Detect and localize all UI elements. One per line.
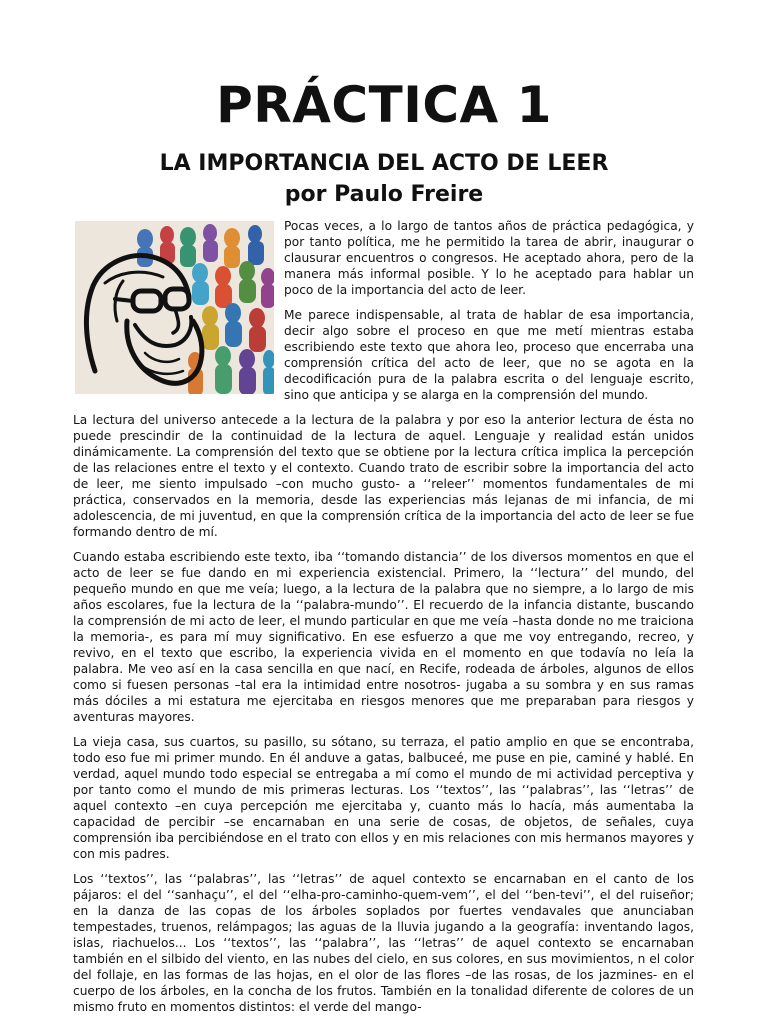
paragraph: Cuando estaba escribiendo este texto, iba ‘‘tomando distancia’’ de los diversos momentos en que el acto de leer se fue dando en mi experiencia existencial. Primero, la ‘‘lectura’’ del mundo, del pequeño mundo en que me veía; luego, a la lectura de la palabra que no siempre, a lo largo de mis años escolares, fue la lectura de la ‘‘palabra-mundo’’. El recuerdo de la infancia distante, buscando la comprensión de mi acto de leer, el mundo particular en que me veía –hasta donde no me traiciona la memoria-, es para mí muy significativo. En ese esfuerzo a que me voy entregando, recreo, y revivo, en el texto que escribo, la experiencia vivida en el momento en que todavía no leía la palabra. Me veo así en la casa sencilla en que nací, en Recife, rodeada de árboles, algunos de ellos como si fuesen personas –tal era la intimidad entre nosotros- jugaba a su sombra y en sus ramas más dóciles a mi estatura me ejercitaba en riesgos menores que me preparaban para riesgos y aventuras mayores. (73, 550, 694, 724)
document-subtitle (0, 148, 768, 210)
portrait-illustration-art (75, 221, 274, 394)
subtitle-line: LA IMPORTANCIA DEL ACTO DE LEER (159, 151, 609, 176)
paragraph: Me parece indispensable, al trata de hablar de esa importancia, decir algo sobre el proceso en que me metí mientras estaba escribiendo este texto que ahora leo, proceso que encerraba una comprensión crítica del acto de leer, que no se agota en la decodificación pura de la palabra escrita o del lenguaje escrito, sino que anticipa y se alarga en la comprensión del mundo. (284, 308, 694, 402)
paragraph: Pocas veces, a lo largo de tantos años de práctica pedagógica, y por tanto política, me he permitido la tarea de abrir, inaugurar o clausurar encuentros o congresos. He aceptado ahora, pero de la manera más informal posible. Y lo he aceptado para hablar un poco de la importancia del acto de leer. (284, 219, 694, 297)
intro-text-block (284, 218, 694, 412)
paragraph: La lectura del universo antecede a la lectura de la palabra y por eso la anterior lectura de ésta no puede prescindir de la continuidad de la lectura de aquel. Lenguaje y realidad están unidos dinámicamente. La comprensión del texto que se obtiene por la lectura crítica implica la percepción de las relaciones entre el texto y el contexto. Cuando trato de escribir sobre la importancia del acto de leer, me siento impulsado –con mucho gusto- a ‘‘releer’’ momentos fundamentales de mi práctica, conservados en la memoria, desde las experiencias más lejanas de mi infancia, de mi adolescencia, de mi juventud, en que la comprensión crítica de la importancia del acto de leer se fue formando dentro de mí. (73, 413, 694, 539)
portrait-illustration (75, 221, 274, 394)
paragraph: La vieja casa, sus cuartos, su pasillo, su sótano, su terraza, el patio amplio en que se encontraba, todo eso fue mi primer mundo. En él anduve a gatas, balbuceé, me puse en pie, caminé y hablé. En verdad, aquel mundo todo especial se entregaba a mí como el mundo de mi actividad perceptiva y por tanto como el mundo de mis primeras lecturas. Los ‘‘textos’’, las ‘‘palabras’’, las ‘‘letras’’ de aquel contexto –en cuya percepción me ejercitaba y, cuanto más lo hacía, más aumentaba la capacidad de percibir –se encarnaban en una serie de cosas, de objetos, de señales, cuya comprensión iba percibiéndose en el trato con ellos y en mis relaciones con mis hermanos mayores y con mis padres. (73, 735, 694, 861)
author-line: por Paulo Freire (284, 182, 484, 207)
page-title: PRÁCTICA 1 (216, 76, 552, 134)
paragraph: Los ‘‘textos’’, las ‘‘palabras’’, las ‘‘letras’’ de aquel contexto se encarnaban en el canto de los pájaros: el del ‘‘sanhaçu’’, el del ‘‘elha-pro-caminho-quem-vem’’, el del ‘‘ben-tevi’’, el del ruiseñor; en la danza de las copas de los árboles soplados por fuertes vendavales que anunciaban tempestades, truenos, relámpagos; las aguas de la lluvia jugando a la geografía: inventando lagos, islas, riachuelos... Los ‘‘textos’’, las ‘‘palabra’’, las ‘‘letras’’ de aquel contexto se encarnaban también en el silbido del viento, en las nubes del cielo, en sus colores, en sus movimientos, n el color del follaje, en las formas de las hojas, en el olor de las flores –de las rosas, de los jazmines- en el cuerpo de los árboles, en la concha de los frutos. También en la tonalidad diferente de colores de un mismo fruto en momentos distintos: el verde del mango- (73, 872, 694, 1014)
body-text-block (73, 412, 694, 1024)
